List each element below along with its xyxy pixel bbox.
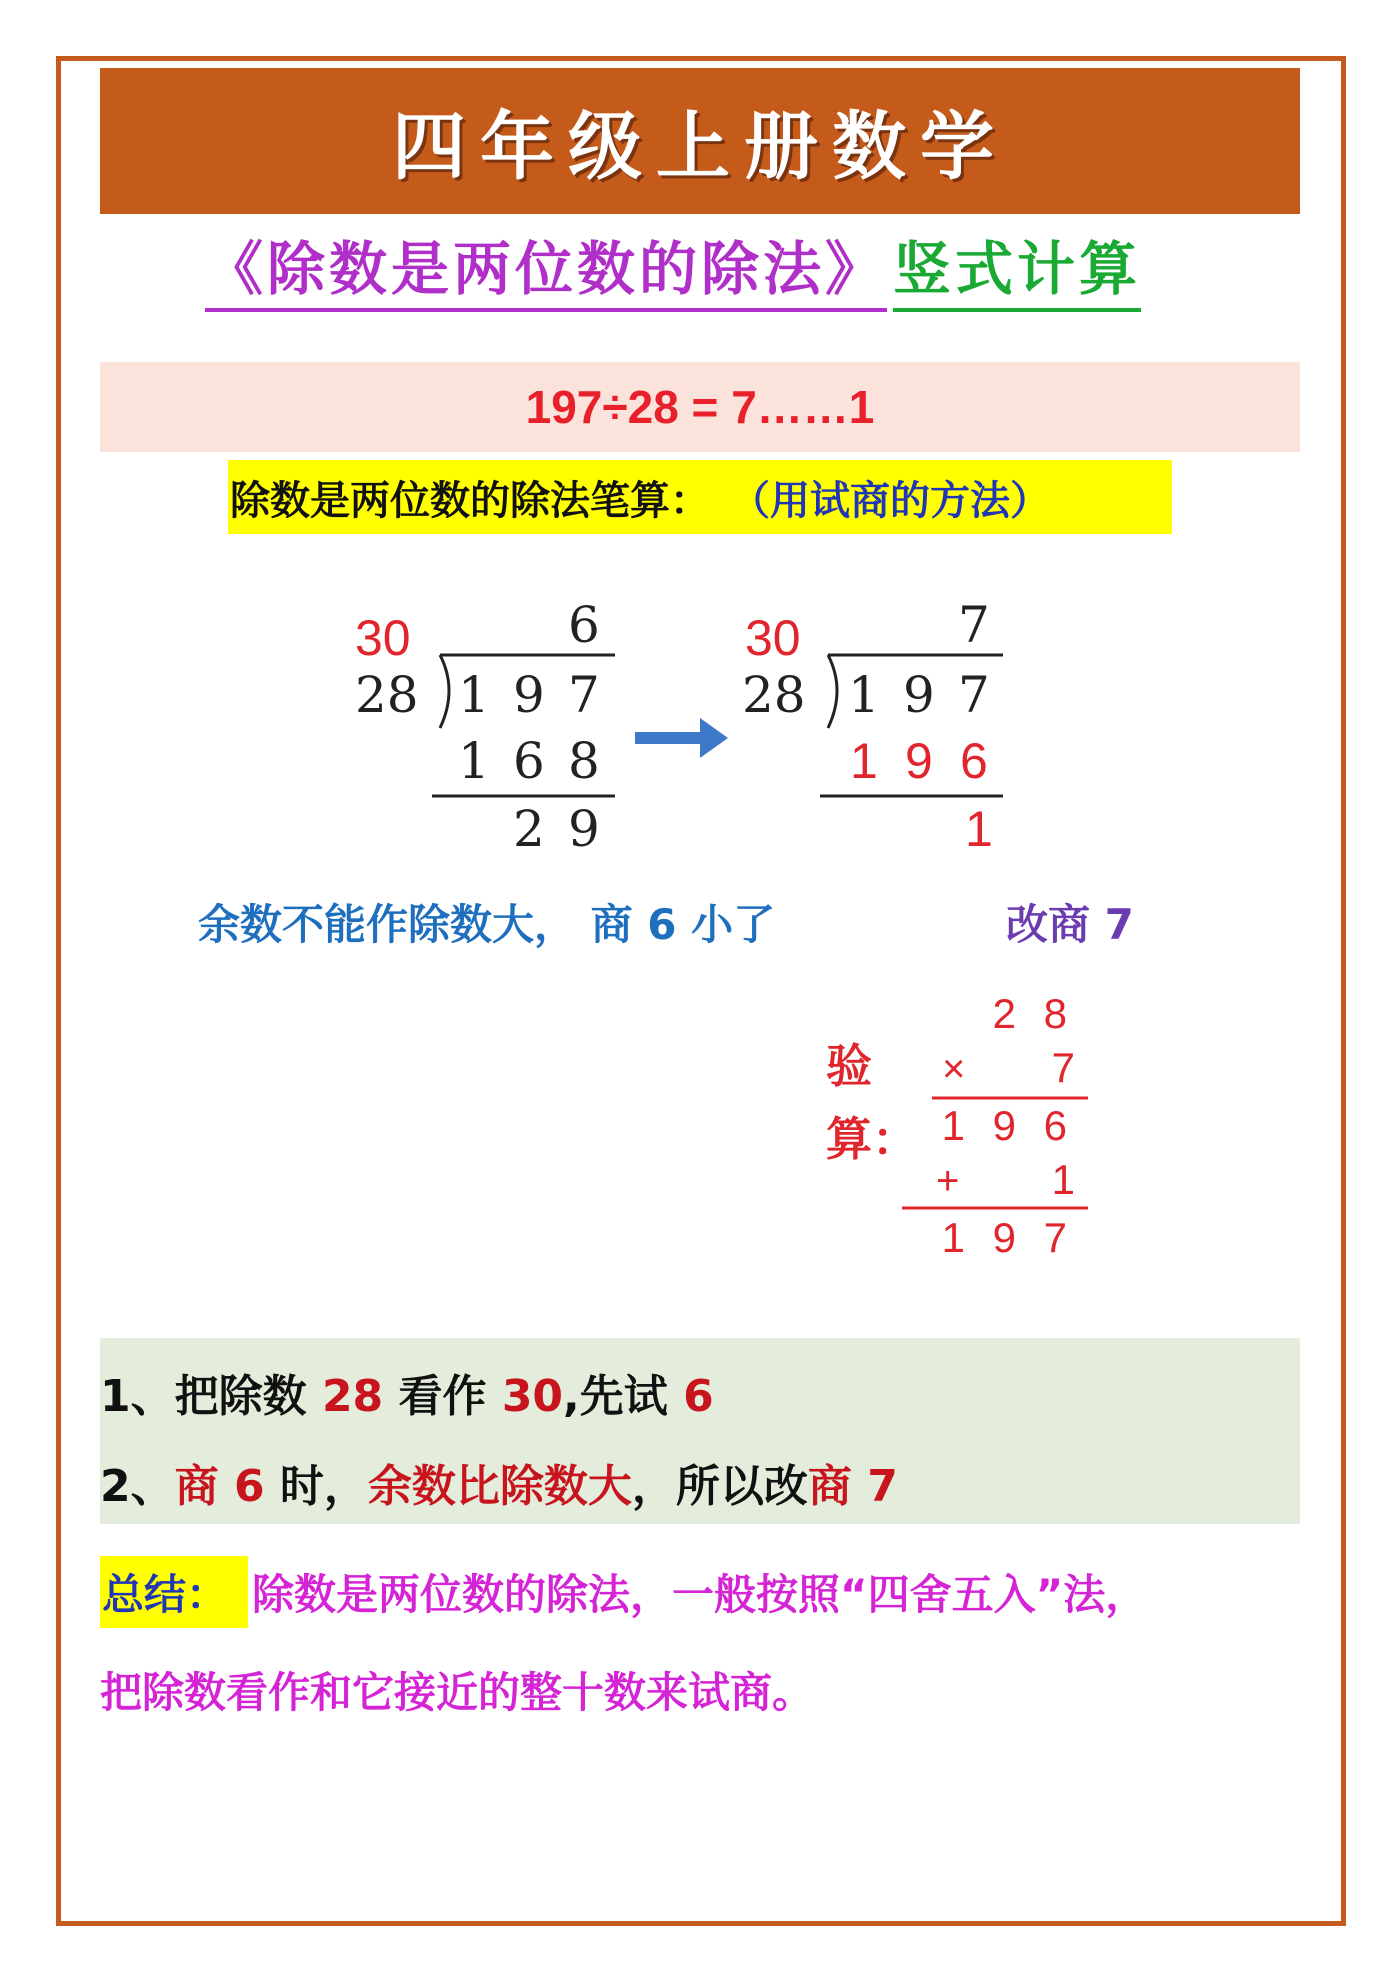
left-remainder-2: 9 xyxy=(568,800,600,858)
left-divisor: 28 xyxy=(355,666,419,724)
left-quotient: 6 xyxy=(568,596,600,654)
equation: 197÷28 = 7……1 xyxy=(525,381,875,433)
check-multiplier: 7 xyxy=(1051,1044,1075,1091)
left-product-2: 6 xyxy=(513,732,545,790)
right-dividend-1: 1 xyxy=(848,666,880,724)
left-dividend-2: 9 xyxy=(513,666,545,724)
check-result: 1 9 7 xyxy=(941,1214,1075,1261)
right-dividend-3: 7 xyxy=(958,666,990,724)
step-1-mid: 看作 xyxy=(383,1371,502,1422)
step-2-new-quotient: 商 7 xyxy=(807,1461,898,1512)
method-hint: （用试商的方法） xyxy=(730,477,1050,524)
left-product-3: 8 xyxy=(568,732,600,790)
check-label-bottom: 算： xyxy=(826,1113,918,1165)
step-1-divisor: 28 xyxy=(321,1371,384,1422)
note-change-quotient: 改商 7 xyxy=(1006,900,1134,949)
summary-line-1 xyxy=(100,1556,1147,1628)
right-divisor: 28 xyxy=(742,666,806,724)
step-2-mid: 时， xyxy=(264,1461,368,1512)
step-2-prefix: 2、 xyxy=(100,1461,175,1512)
step-2-mid2: ，所以改 xyxy=(631,1461,808,1512)
right-estimate: 30 xyxy=(745,610,801,666)
step-2 xyxy=(100,1450,898,1514)
left-product-1: 1 xyxy=(458,732,490,790)
check-product: 1 9 6 xyxy=(941,1102,1075,1149)
check-multiplicand: 2 8 xyxy=(992,990,1075,1037)
subtitle-topic: 《除数是两位数的除法》 xyxy=(205,222,887,312)
check-plus-sign: + xyxy=(936,1159,960,1203)
left-estimate: 30 xyxy=(355,610,411,666)
summary-text-2: 把除数看作和它接近的整十数来试商。 xyxy=(100,1668,815,1717)
right-product-3: 6 xyxy=(960,733,988,789)
right-dividend-2: 9 xyxy=(903,666,935,724)
check-times-sign: × xyxy=(942,1047,966,1091)
step-1-mid2: ,先试 xyxy=(563,1371,684,1422)
step-1 xyxy=(100,1360,714,1424)
steps-box xyxy=(100,1338,1300,1524)
left-remainder-1: 2 xyxy=(513,800,545,858)
step-1-estimate: 30 xyxy=(501,1371,564,1422)
right-quotient: 7 xyxy=(958,596,990,654)
step-1-trial: 6 xyxy=(683,1371,714,1422)
step-1-prefix: 1、把除数 xyxy=(100,1371,322,1422)
right-product-2: 9 xyxy=(905,733,933,789)
method-label: 除数是两位数的除法笔算： xyxy=(230,477,710,524)
step-2-quotient: 商 6 xyxy=(174,1461,265,1512)
note-quotient-too-small: 余数不能作除数大， 商 6 小了 xyxy=(198,900,776,949)
subtitle-method: 竖式计算 xyxy=(893,222,1141,312)
check-addend: 1 xyxy=(1051,1156,1075,1203)
right-remainder-1: 1 xyxy=(965,801,993,857)
summary-text-1: 除数是两位数的除法，一般按照“四舍五入”法， xyxy=(252,1570,1148,1619)
arrow-right-icon xyxy=(635,718,728,758)
page-title: 四年级上册数学 xyxy=(392,104,1008,190)
left-dividend-1: 1 xyxy=(458,666,490,724)
right-product-1: 1 xyxy=(850,733,878,789)
check-label-top: 验 xyxy=(826,1040,872,1092)
summary-label: 总结： xyxy=(100,1556,248,1628)
step-2-reason: 余数比除数大 xyxy=(367,1461,632,1512)
left-dividend-3: 7 xyxy=(568,666,600,724)
